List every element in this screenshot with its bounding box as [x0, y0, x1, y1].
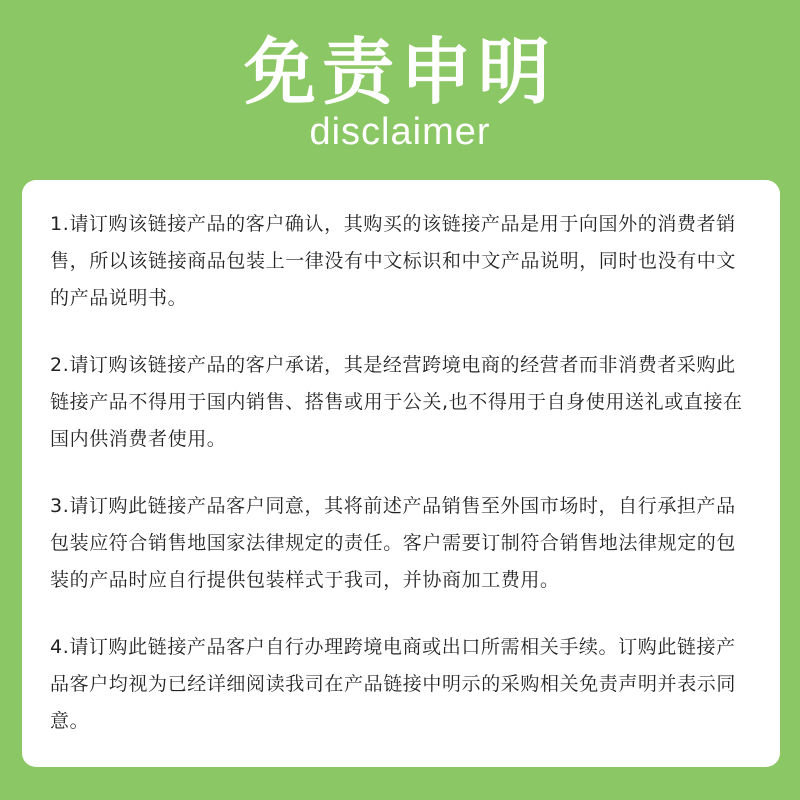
disclaimer-clause-3: 3.请订购此链接产品客户同意，其将前述产品销售至外国市场时，自行承担产品包装应符合销售地国家法律规定的责任。客户需要订制符合销售地法律规定的包装的产品时应自行提供包装样式于我司，并协商加工费用。: [50, 495, 737, 591]
disclaimer-clause-2: 2.请订购该链接产品的客户承诺，其是经营跨境电商的经营者而非消费者采购此链接产品不得用于国内销售、搭售或用于公关,也不得用于自身使用送礼或直接在国内供消费者使用。: [50, 354, 743, 450]
disclaimer-clause-1: 1.请订购该链接产品的客户确认，其购买的该链接产品是用于向国外的消费者销售，所以该链接商品包装上一律没有中文标识和中文产品说明，同时也没有中文的产品说明书。: [50, 213, 737, 309]
disclaimer-card: [22, 180, 780, 767]
page-subtitle: disclaimer: [309, 111, 491, 153]
disclaimer-clause-4: 4.请订购此链接产品客户自行办理跨境电商或出口所需相关手续。订购此链接产品客户均视为已经详细阅读我司在产品链接中明示的采购相关免责声明并表示同意。: [50, 636, 737, 732]
page-title: 免责申明: [243, 30, 556, 114]
